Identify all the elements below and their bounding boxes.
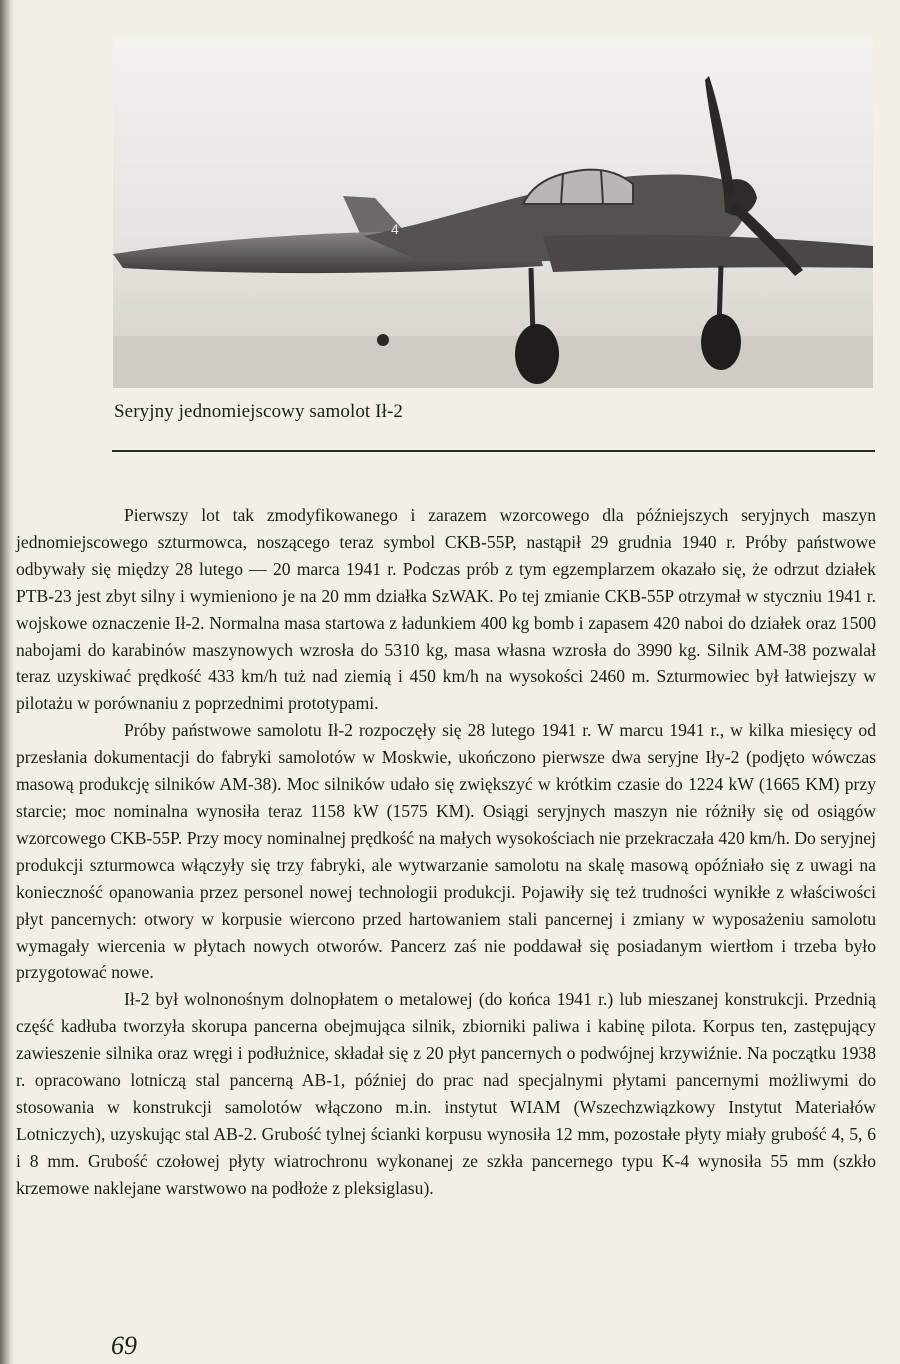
aircraft-photo xyxy=(113,36,873,388)
figure-caption: Seryjny jednomiejscowy samolot Ił-2 xyxy=(114,401,403,422)
page-number: 69 xyxy=(111,1331,137,1360)
paragraph-2: Próby państwowe samolotu Ił-2 rozpoczęły się 28 lutego 1941 r. W marcu 1941 r., w kilka miesięcy od przesłania dokumentacji do fabryki samolotów w Moskwie, ukończono pierwsze dwa seryjne Iły-2 (podjęto wówczas masową produkcję silników AM-38). Moc silników udało się zwiększyć w krótkim czasie do 1224 kW (1665 KM) przy starcie; moc nominalna wynosiła teraz 1158 kW (1575 KM). Osiągi seryjnych maszyn nie różniły się od osiągów wzorcowego CKB-55P. Przy mocy nominalnej prędkość na małych wysokościach nie przekraczała 420 km/h. Do seryjnej produkcji szturmowca włączyły się trzy fabryki, ale wytwarzanie samolotu na skalę masową opóźniało się z uwagi na konieczność opanowania przez personel nowej technologii produkcji. Pojawiły się też trudności wynikłe z właściwości płyt pancernych: otwory w korpusie wiercono przed hartowaniem stali pancernej i zmiany w wyposażeniu samolotu wymagały wiercenia w płytach nowych otworów. Pancerz zaś nie poddawał się posiadanym wiertłom i trzeba było przygotować nowe. xyxy=(16,720,876,983)
body-text xyxy=(16,502,876,1202)
caption-divider xyxy=(112,450,875,452)
paragraph-1: Pierwszy lot tak zmodyfikowanego i zarazem wzorcowego dla późniejszych seryjnych maszyn jednomiejscowego szturmowca, noszącego teraz symbol CKB-55P, nastąpił 29 grudnia 1940 r. Próby państwowe odbywały się między 28 lutego — 20 marca 1941 r. Podczas prób z tym egzemplarzem okazało się, że odrzut działek PTB-23 jest zbyt silny i wymieniono je na 20 mm działka SzWAK. Po tej zmianie CKB-55P otrzymał w styczniu 1941 r. wojskowe oznaczenie Ił-2. Normalna masa startowa z ładunkiem 400 kg bomb i zapasem 420 naboi do działek oraz 1500 nabojami do karabinów maszynowych wzrosła do 5310 kg, masa własna wzrosła do 3990 kg. Silnik AM-38 pozwalał teraz uzyskiwać prędkość 433 km/h tuż nad ziemią i 450 km/h na wysokości 2460 m. Szturmowiec był łatwiejszy w pilotażu w porównaniu z poprzednimi prototypami. xyxy=(16,505,876,714)
page-binding-edge xyxy=(0,0,14,1364)
paragraph-3: Ił-2 był wolnonośnym dolnopłatem o metalowej (do końca 1941 r.) lub mieszanej konstrukcji. Przednią część kadłuba tworzyła skorupa pancerna obejmująca silnik, zbiorniki paliwa i kabinę pilota. Korpus ten, zastępujący zawieszenie silnika oraz wręgi i podłużnice, składał się z 20 płyt pancernych o podwójnej krzywiźnie. Na początku 1938 r. opracowano lotniczą stal pancerną AB-1, później do prac nad specjalnymi płytami pancernymi możliwymi do stosowania w konstrukcji samolotów włączono m.in. instytut WIAM (Wszechzwiązkowy Instytut Materiałów Lotniczych), uzyskując stal AB-2. Grubość tylnej ścianki korpusu wynosiła 12 mm, pozostałe płyty miały grubość 4, 5, 6 i 8 mm. Grubość czołowej płyty wiatrochronu wykonanej ze szkła pancernego typu K-4 wynosiła 55 mm (szkło krzemowe naklejane warstwowo na podłoże z pleksiglasu). xyxy=(16,989,876,1198)
svg-text:4: 4 xyxy=(391,221,399,237)
